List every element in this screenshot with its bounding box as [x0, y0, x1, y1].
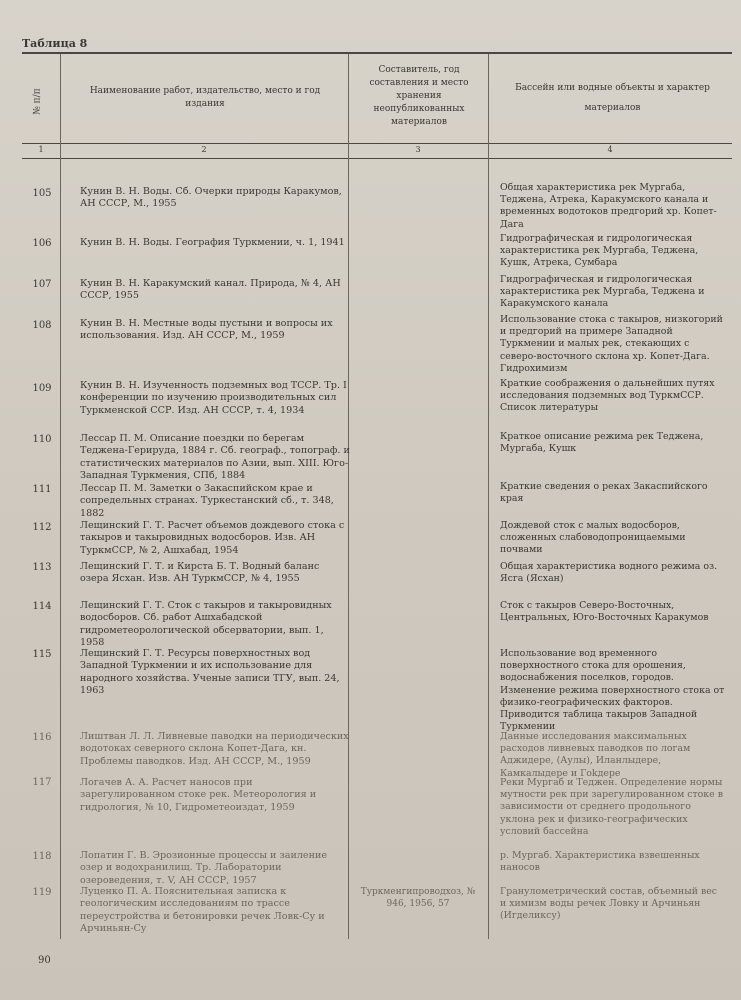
material-description: Реки Мургаб и Теджен. Определение нормы мутности рек при зарегулированном стоке в зависимости от среднего продольного уклона рек и физико-географических условий бассейна [500, 777, 723, 837]
material-description: Использование стока с такыров, низкогорий и предгорий на примере Западной Туркмении и малых рек, стекающих с северо-восточного склона хр. Копет-Дага. Гидрохимизм [500, 314, 723, 374]
material-description: Сток с такыров Северо-Восточных, Центральных, Юго-Восточных Каракумов [500, 600, 709, 624]
row-number: 107 [32, 279, 52, 290]
compiler-info: Туркменгипроводхоз, № 946, 1956, 57 [360, 887, 476, 909]
header-col2: Наименование работ, издательство, место и год издания [89, 86, 321, 109]
row-number: 106 [32, 238, 52, 249]
column-number-3: 3 [415, 145, 421, 154]
row-number: 116 [32, 732, 52, 743]
page-number: 90 [38, 955, 51, 966]
work-title: Луценко П. А. Пояснительная записка к геологическим исследованиям по трассе переустройства и бетонировки речек Ловк-Су и Арчиньян-Су [80, 886, 325, 935]
row-number: 118 [32, 851, 52, 862]
header-col3: Составитель, год составления и место хранения неопубликованных материалов [369, 65, 469, 127]
work-title: Лессар П. М. Заметки о Закаспийском крае и сопредельных странах. Туркестанский сб., т. 348, 1882 [80, 483, 334, 519]
work-title: Кунин В. Н. Местные воды пустыни и вопросы их использования. Изд. АН СССР, М., 1959 [80, 318, 333, 342]
work-title: Кунин В. Н. Изученность подземных вод ТССР. Тр. I конференции по изучению производительных сил Туркменской ССР. Изд. АН СССР, т. 4, 1934 [80, 380, 347, 416]
header-col4: Бассейн или водные объекты и характер материалов [515, 83, 710, 113]
row-number: 117 [32, 777, 52, 788]
work-title: Лещинский Г. Т. Сток с такыров и такыровидных водосборов. Сб. работ Ашхабадской гидрометеорологической обсерватории, вып. 1, 1958 [80, 600, 332, 649]
column-number-4: 4 [607, 145, 613, 154]
table-top-rule [22, 52, 732, 54]
material-description: Гранулометрический состав, объемный вес и химизм воды речек Ловку и Арчиньян (Игделиксу) [500, 886, 718, 922]
material-description: Данные исследования максимальных расходов ливневых паводков по логам Аджидере, (Аулы), Иланлыдере, Камкалыдере и Гоkдере [500, 731, 691, 779]
row-number: 113 [32, 562, 52, 573]
material-description: Использование вод временного поверхностного стока для орошения, водоснабжения поселков, городов. Изменение режима поверхностного стока от физико-географических факторов. Приводится таблица такыров Западной Туркмении [500, 648, 725, 733]
row-number: 112 [32, 522, 52, 533]
work-title: Кунин В. Н. Каракумский канал. Природа, № 4, АН СССР, 1955 [80, 278, 341, 302]
row-number: 110 [32, 434, 52, 445]
header-bottom-rule [22, 143, 732, 144]
material-description: Краткое описание режима рек Теджена, Мургаба, Кушк [500, 431, 704, 455]
work-title: Кунин В. Н. Воды. Сб. Очерки природы Каракумов, АН СССР, М., 1955 [80, 186, 342, 210]
header-col1: № п/п [32, 88, 43, 115]
material-description: р. Мургаб. Характеристика взвешенных наносов [500, 850, 700, 874]
row-number: 115 [32, 649, 52, 660]
material-description: Общая характеристика рек Мургаба, Теджена, Атрека, Каракумского канала и временных водотоков предгорий хр. Копет-Дага [500, 182, 717, 230]
material-description: Краткие сведения о реках Закаспийского края [500, 481, 708, 505]
work-title: Логачев А. А. Расчет наносов при зарегулированном стоке рек. Метеорология и гидрология, № 10, Гидрометеоиздат, 1959 [80, 777, 317, 813]
row-number: 114 [32, 601, 52, 612]
row-number: 108 [32, 320, 52, 331]
column-divider-1 [60, 54, 61, 939]
work-title: Лиштван Л. Л. Ливневые паводки на периодических водотоках северного склона Копет-Дага, кн. Проблемы паводков. Изд. АН СССР, М., 1959 [80, 731, 349, 767]
column-number-1: 1 [38, 145, 44, 154]
material-description: Гидрографическая и гидрологическая характеристика рек Мургаба, Теджена, Кушк, Атрека, Сумбара [500, 233, 699, 269]
work-title: Лещинский Г. Т. Ресурсы поверхностных вод Западной Туркмении и их использование для народного хозяйства. Ученые записи ТГУ, вып. 24, 1963 [80, 648, 340, 697]
row-number: 119 [32, 887, 52, 898]
column-divider-3 [488, 54, 489, 939]
material-description: Общая характеристика водного режима оз. Ясга (Ясхан) [500, 561, 718, 585]
material-description: Гидрографическая и гидрологическая характеристика рек Мургаба, Теджена и Каракумского канала [500, 274, 705, 310]
row-number: 111 [32, 484, 52, 495]
colnum-bottom-rule [22, 158, 732, 159]
material-description: Дождевой сток с малых водосборов, сложенных слабоводопроницаемыми почвами [500, 520, 686, 556]
work-title: Лессар П. М. Описание поездки по берегам Теджена-Герируда, 1884 г. Сб. географ., топограф. и статистических материалов по Азии, вып. XIII. Юго-Западная Туркмения, СПб, 1884 [80, 433, 350, 482]
material-description: Краткие соображения о дальнейших путях исследования подземных вод ТуркмССР. Список литературы [500, 378, 715, 414]
row-number: 109 [32, 383, 52, 394]
column-number-2: 2 [201, 145, 207, 154]
work-title: Лопатин Г. В. Эрозионные процессы и заиление озер и водохранилищ. Тр. Лаборатории озероведения, т. V, АН СССР, 1957 [80, 850, 328, 886]
work-title: Лещинский Г. Т. Расчет объемов дождевого стока с такыров и такыровидных водосборов. Изв. АН ТуркмССР, № 2, Ашхабад, 1954 [80, 520, 345, 556]
work-title: Кунин В. Н. Воды. География Туркмении, ч. 1, 1941 [80, 237, 345, 248]
work-title: Лещинский Г. Т. и Кирста Б. Т. Водный баланс озера Ясхан. Изв. АН ТуркмССР, № 4, 1955 [80, 561, 320, 585]
row-number: 105 [32, 188, 52, 199]
table-caption: Таблица 8 [22, 37, 88, 50]
